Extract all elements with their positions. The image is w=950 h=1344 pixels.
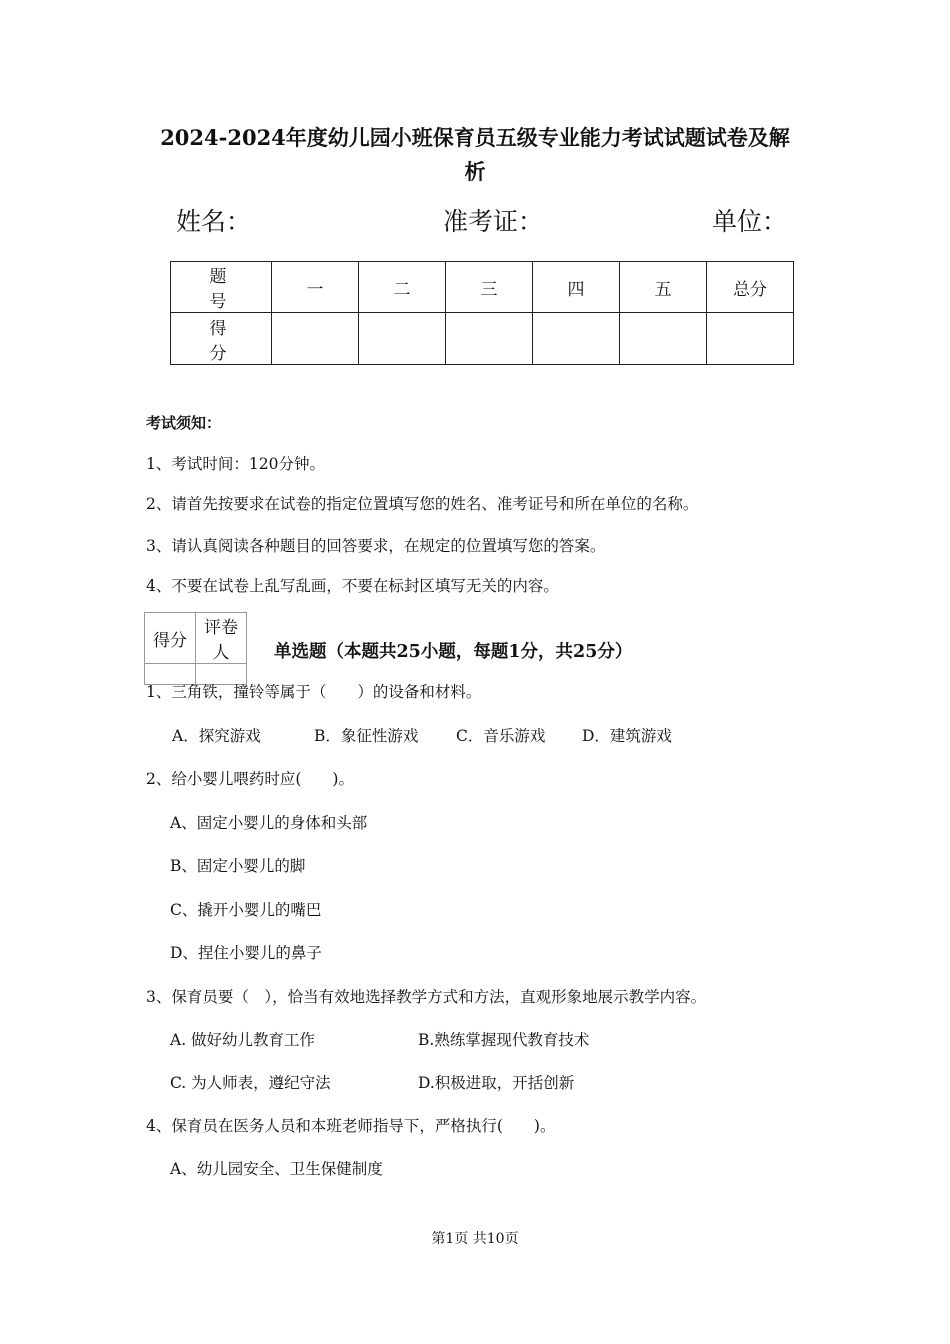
grader-score-label: 得分 bbox=[145, 613, 196, 664]
notes-heading: 考试须知： bbox=[146, 414, 222, 432]
section-title: 单选题（本题共25小题，每题1分，共25分） bbox=[274, 642, 633, 662]
unit-label: 单位： bbox=[712, 207, 788, 236]
section-1-header: 一 bbox=[272, 262, 359, 313]
score-table-header-row bbox=[171, 262, 794, 313]
question-3-option-b: B.熟练掌握现代教育技术 bbox=[418, 1031, 590, 1049]
question-2-option-b: B、固定小婴儿的脚 bbox=[170, 857, 306, 875]
exam-id-label: 准考证： bbox=[443, 207, 544, 236]
section-4-header: 四 bbox=[533, 262, 620, 313]
score-cell bbox=[620, 313, 707, 365]
question-3-option-c: C. 为人师表，遵纪守法 bbox=[170, 1074, 331, 1092]
question-3-stem: 3、保育员要（ ），恰当有效地选择教学方式和方法，直观形象地展示教学内容。 bbox=[146, 988, 707, 1006]
note-item: 2、请首先按要求在试卷的指定位置填写您的姓名、准考证号和所在单位的名称。 bbox=[146, 495, 699, 513]
exam-title-line1: 2024-2024年度幼儿园小班保育员五级专业能力考试试题试卷及解 bbox=[160, 125, 790, 150]
score-cell bbox=[359, 313, 446, 365]
question-3-option-a: A. 做好幼儿教育工作 bbox=[170, 1031, 316, 1049]
exam-title-line2: 析 bbox=[464, 159, 486, 184]
question-1-stem: 1、三角铁，撞铃等属于（ ）的设备和材料。 bbox=[146, 683, 482, 701]
question-4-stem: 4、保育员在医务人员和本班老师指导下，严格执行( )。 bbox=[146, 1117, 556, 1135]
section-3-header: 三 bbox=[446, 262, 533, 313]
total-header: 总分 bbox=[707, 262, 794, 313]
section-2-header: 二 bbox=[359, 262, 446, 313]
score-cell bbox=[707, 313, 794, 365]
grader-name-label: 评卷人 bbox=[196, 613, 247, 664]
score-cell bbox=[272, 313, 359, 365]
note-item: 1、考试时间：120分钟。 bbox=[146, 455, 325, 473]
question-2-stem: 2、给小婴儿喂药时应( )。 bbox=[146, 770, 354, 788]
score-table bbox=[170, 261, 794, 365]
question-2-option-d: D、捏住小婴儿的鼻子 bbox=[170, 944, 322, 962]
grader-box bbox=[144, 612, 247, 685]
score-row-label: 得 分 bbox=[171, 313, 272, 365]
question-3-option-d: D.积极进取，开括创新 bbox=[418, 1074, 575, 1092]
question-1-option-a: A．探究游戏 bbox=[172, 727, 261, 745]
question-1-option-b: B．象征性游戏 bbox=[314, 727, 419, 745]
question-4-option-a: A、幼儿园安全、卫生保健制度 bbox=[170, 1160, 383, 1178]
question-number-header: 题 号 bbox=[171, 262, 272, 313]
note-item: 3、请认真阅读各种题目的回答要求，在规定的位置填写您的答案。 bbox=[146, 537, 606, 555]
score-table-score-row bbox=[171, 313, 794, 365]
note-item: 4、不要在试卷上乱写乱画，不要在标封区填写无关的内容。 bbox=[146, 577, 559, 595]
score-cell bbox=[446, 313, 533, 365]
question-2-option-a: A、固定小婴儿的身体和头部 bbox=[170, 814, 368, 832]
name-label: 姓名： bbox=[176, 207, 252, 236]
score-cell bbox=[533, 313, 620, 365]
question-2-option-c: C、撬开小婴儿的嘴巴 bbox=[170, 901, 322, 919]
question-1-option-c: C．音乐游戏 bbox=[456, 727, 546, 745]
page-footer: 第1页 共10页 bbox=[431, 1231, 519, 1247]
question-1-option-d: D．建筑游戏 bbox=[582, 727, 672, 745]
section-5-header: 五 bbox=[620, 262, 707, 313]
